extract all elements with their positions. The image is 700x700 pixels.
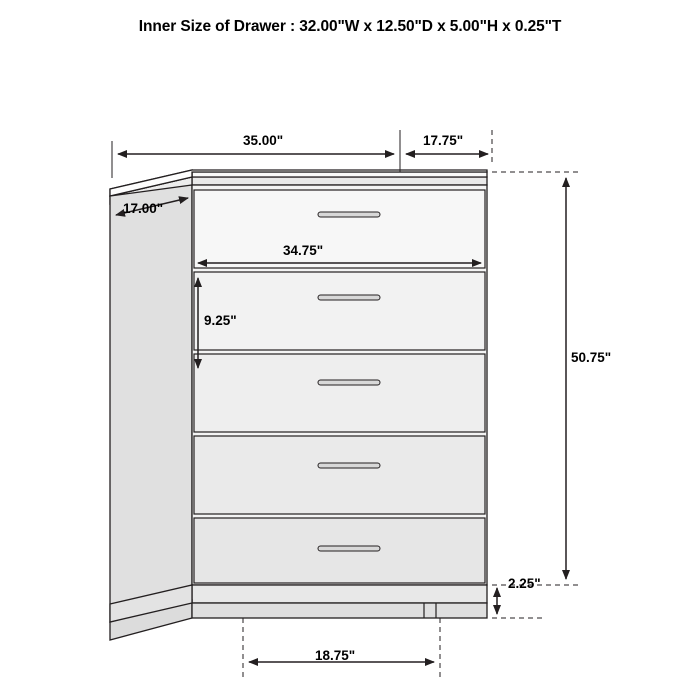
page-title: Inner Size of Drawer : 32.00"W x 12.50"D x 5.00"H x 0.25"T [138, 18, 562, 35]
dim-label-side-depth: 17.00" [123, 201, 164, 216]
dim-label-drawer-height: 9.25" [204, 313, 237, 328]
dim-label-base-width: 18.75" [315, 648, 356, 663]
dim-label-leg-height: 2.25" [508, 576, 541, 591]
dim-label-top-depth: 17.75" [423, 133, 464, 148]
furniture-body [110, 170, 487, 640]
dim-label-top-width: 35.00" [243, 133, 284, 148]
dim-label-drawer-width: 34.75" [283, 243, 324, 258]
dim-label-overall-height: 50.75" [571, 350, 612, 365]
